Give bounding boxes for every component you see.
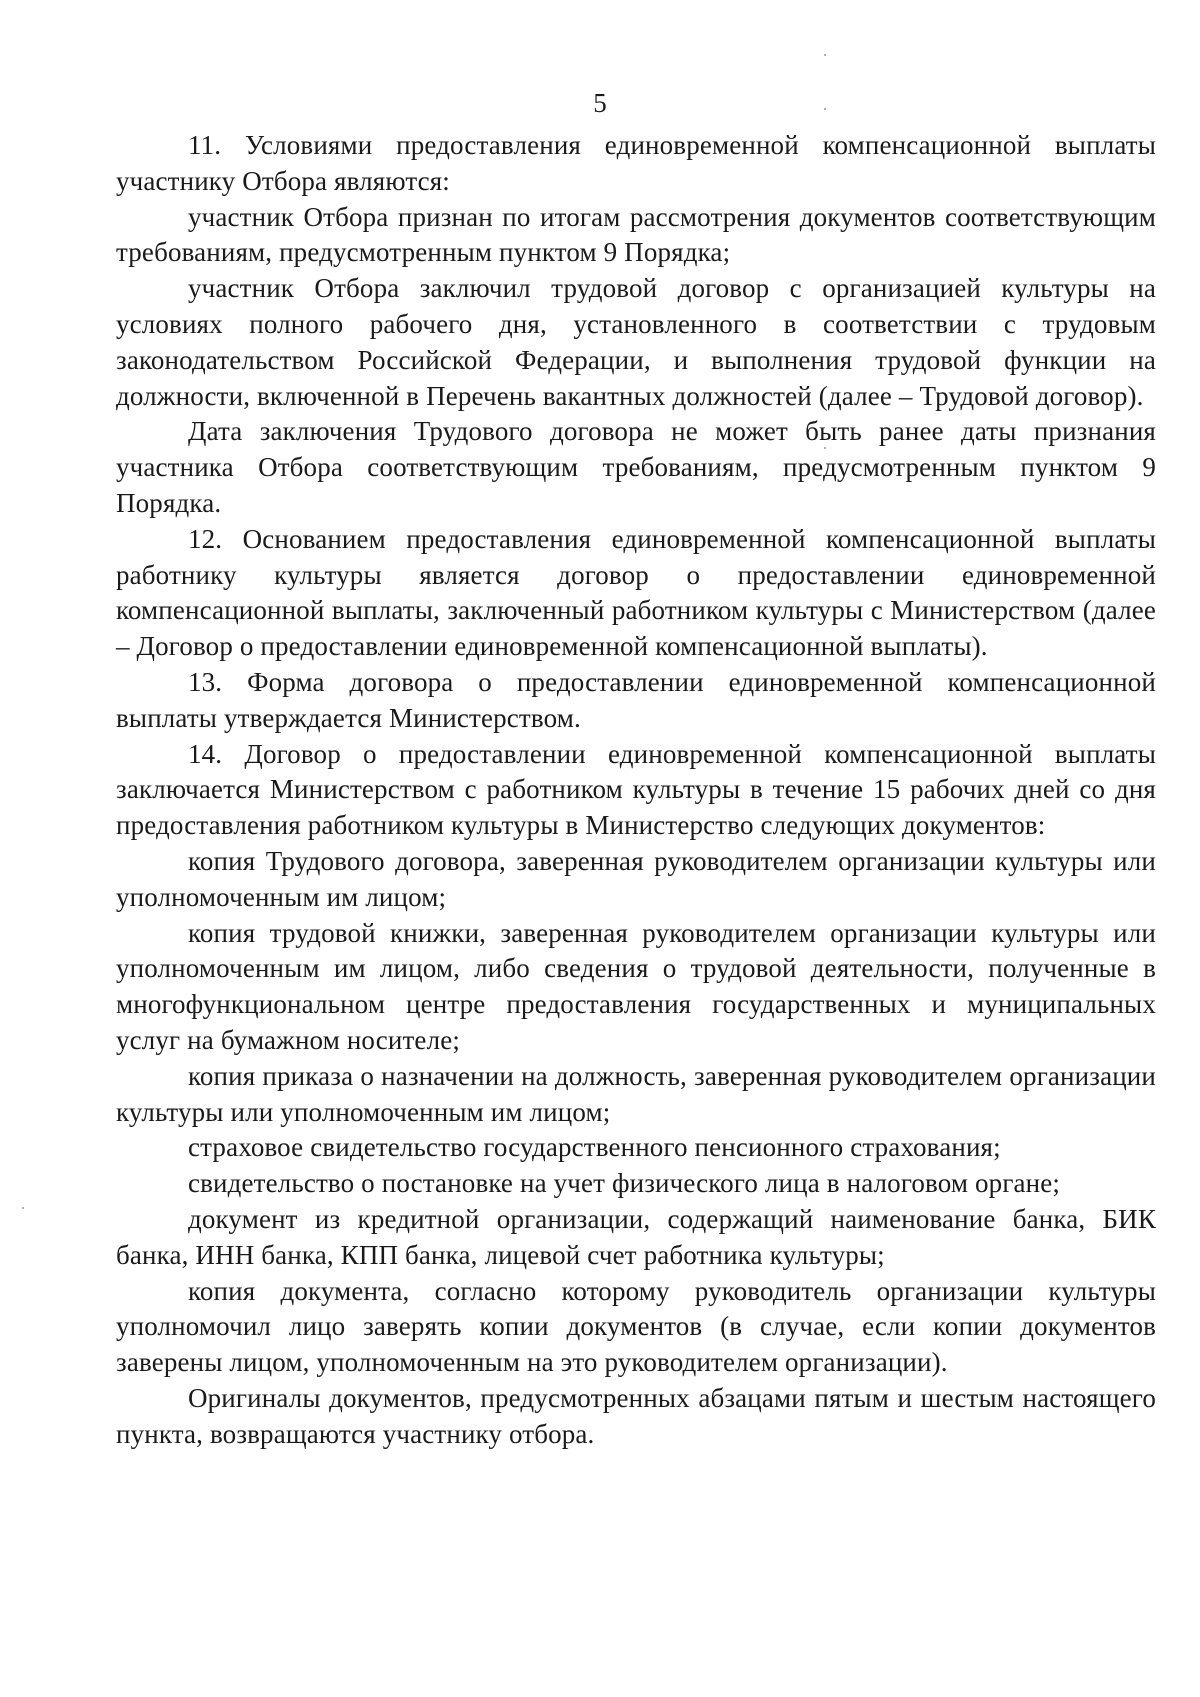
list-item-employment-contract-copy: копия Трудового договора, заверенная руководителем организации культуры или уполномоченным им лицом; (116, 845, 1156, 912)
paragraph-11-intro: 11. Условиями предоставления единовременной компенсационной выплаты участнику Отбора являются: (116, 130, 1156, 196)
list-item-tax-registration: свидетельство о постановке на учет физического лица в налоговом органе; (188, 1168, 1061, 1199)
document-body (116, 128, 1156, 1452)
scan-speck (824, 54, 826, 56)
list-item-bank-document: документ из кредитной организации, содержащий наименование банка, БИК банка, ИНН банка, КПП банка, лицевой счет работника культуры; (116, 1203, 1156, 1270)
paragraph-contract-date: Дата заключения Трудового договора не может быть ранее даты признания участника Отбора соответствующим требованиям, предусмотренным пунктом 9 Порядка. (116, 416, 1156, 518)
page-number: 5 (593, 88, 607, 118)
scan-speck (22, 1207, 24, 1209)
list-item-work-book-copy: копия трудовой книжки, заверенная руководителем организации культуры или уполномоченным им лицом, либо сведения о трудовой деятельности, полученные в многофункциональном центре предоставления государственных и муниципальных услуг на бумажном носителе; (116, 917, 1156, 1055)
scan-speck (824, 447, 826, 449)
list-item-pension-certificate: страховое свидетельство государственного пенсионного страхования; (188, 1132, 1001, 1163)
paragraph-12: 12. Основанием предоставления единовременной компенсационной выплаты работнику культуры является договор о предоставлении единовременной компенсационной выплаты, заключенный работником культуры с Министерством (далее – Договор о предоставлении единовременной компенсационной выплаты). (116, 523, 1156, 662)
paragraph-condition-recognized: участник Отбора признан по итогам рассмотрения документов соответствующим требованиям, предусмотренным пунктом 9 Порядка; (116, 201, 1156, 268)
list-item-authorization-copy: копия документа, согласно которому руководитель организации культуры уполномочил лицо заверять копии документов (в случае, если копии документов заверены лицом, уполномоченным на это руководителем организации). (116, 1275, 1156, 1378)
paragraph-originals-returned: Оригиналы документов, предусмотренных абзацами пятым и шестым настоящего пункта, возвращаются участнику отбора. (116, 1382, 1156, 1449)
paragraph-condition-contract: участник Отбора заключил трудовой договор с организацией культуры на условиях полного рабочего дня, установленного в соответствии с трудовым законодательством Российской Федерации, и выполнения трудовой функции на должности, включенной в Перечень вакантных должностей (далее – Трудовой договор). (116, 273, 1156, 411)
paragraph-14-intro: 14. Договор о предоставлении единовременной компенсационной выплаты заключается Министерством с работником культуры в течение 15 рабочих дней со дня предоставления работником культуры в Министерство следующих документов: (116, 738, 1156, 841)
list-item-appointment-order-copy: копия приказа о назначении на должность, заверенная руководителем организации культуры или уполномоченным им лицом; (116, 1060, 1156, 1127)
scan-speck (824, 108, 826, 110)
paragraph-13: 13. Форма договора о предоставлении единовременной компенсационной выплаты утверждается Министерством. (116, 666, 1156, 733)
